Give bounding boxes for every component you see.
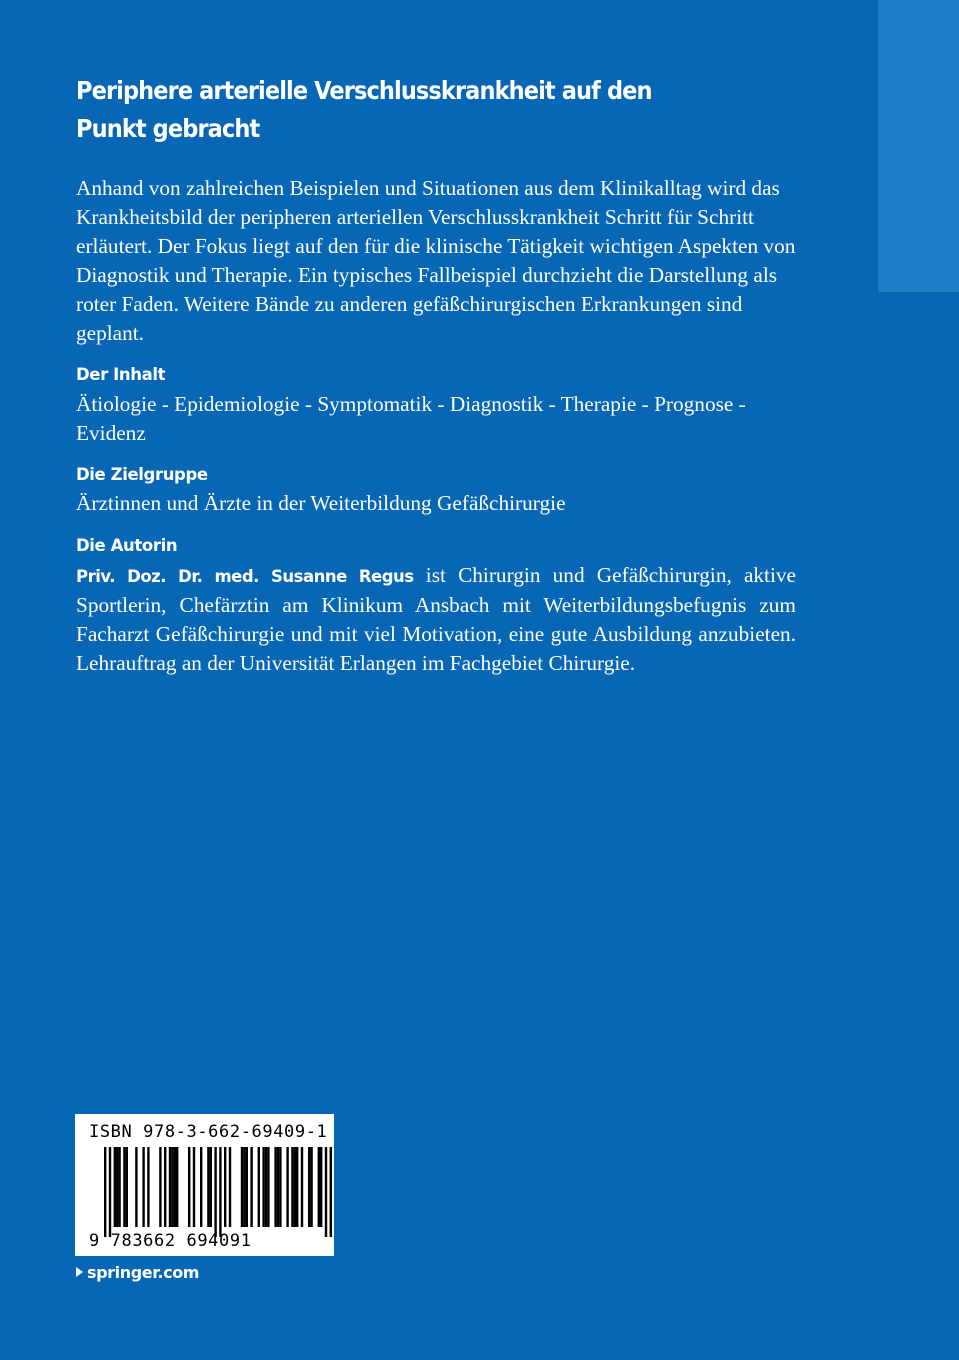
barcode-bar [277, 1147, 279, 1227]
barcode-bar [279, 1147, 281, 1227]
barcode-bar [171, 1147, 173, 1227]
barcode-bar [135, 1147, 137, 1227]
side-strip [878, 0, 959, 292]
intro-paragraph: Anhand von zahlreichen Beispielen und Situationen aus dem Klinikalltag wird das Krankheitsbild der peripheren arteriellen Verschlusskrankheit Schritt für Schritt erläutert. Der Fokus liegt auf den für die klinische Tätigkeit wichtigen Aspekten von Diagnostik und Therapie. Ein typisches Fallbeispiel durchzieht die Darstellung als roter Faden. Weitere Bände zu anderen gefäßchirurgischen Erkrankungen sind geplant. [76, 176, 796, 345]
barcode-bar [193, 1147, 195, 1227]
barcode-bar [241, 1147, 243, 1227]
barcode-bar [243, 1147, 245, 1227]
section-text-autorin [76, 561, 796, 678]
barcode-bar [320, 1147, 322, 1227]
barcode-bar [294, 1147, 296, 1227]
barcode-guard-bar [325, 1147, 327, 1237]
barcode-bar [246, 1147, 248, 1227]
barcode-bar [308, 1147, 310, 1227]
barcode-bar [176, 1147, 178, 1227]
springer-link-text: springer.com [87, 1263, 200, 1282]
barcode-bar [188, 1147, 190, 1227]
barcode-bar [114, 1147, 116, 1227]
barcode-bar [250, 1147, 252, 1227]
barcode-bar [126, 1147, 128, 1227]
barcode-bar [147, 1147, 149, 1227]
barcode-digits: 9 783662 694091 [89, 1231, 252, 1251]
arrow-right-icon [76, 1267, 83, 1277]
barcode-bar [116, 1147, 118, 1227]
barcode-bar [174, 1147, 176, 1227]
barcode-bar [229, 1147, 231, 1227]
barcode-bar [169, 1147, 171, 1227]
barcode-bar [267, 1147, 269, 1227]
isbn-label: ISBN 978-3-662-69409-1 [89, 1122, 328, 1142]
barcode-bar [274, 1147, 276, 1227]
barcode-bar [159, 1147, 161, 1227]
barcode-guard-bar [219, 1147, 221, 1237]
barcode-bar [207, 1147, 209, 1227]
section-heading-zielgruppe: Die Zielgruppe [76, 465, 208, 484]
barcode-bar [118, 1147, 120, 1227]
barcode-guard-bar [109, 1147, 111, 1237]
springer-link[interactable] [76, 1262, 199, 1284]
author-bio: ist Chirurgin und Gefäßchirurgin, aktive Sportlerin, Chefärztin am Klinikum Ansbach mit Weiterbildungsbefugnis zum Facharzt Gefäßchirurgie und mit viel Motivation, eine gute Ausbildung anzubieten. Lehrauftrag an der Universität Erlangen im Fachgebiet Chirurgie. [76, 563, 796, 675]
barcode-bar [142, 1147, 144, 1227]
barcode-bar [301, 1147, 303, 1227]
section-text-inhalt: Ätiologie - Epidemiologie - Symptomatik - Diagnostik - Therapie - Prognose - Evidenz [76, 392, 746, 445]
section-text-zielgruppe: Ärztinnen und Ärzte in der Weiterbildung Gefäßchirurgie [76, 491, 566, 515]
page-title: Periphere arterielle Verschlusskrankheit auf den Punkt gebracht [76, 76, 652, 143]
barcode-bar [286, 1147, 288, 1227]
section-heading-inhalt: Der Inhalt [76, 365, 166, 384]
barcode-bar [296, 1147, 298, 1227]
author-name: Priv. Doz. Dr. med. Susanne Regus [76, 567, 414, 586]
barcode-guard-bar [214, 1147, 216, 1237]
barcode-bar [224, 1147, 226, 1227]
barcode-guard-bar [330, 1147, 332, 1237]
barcode-bar [265, 1147, 267, 1227]
barcode-bar [291, 1147, 293, 1227]
barcode-bar [258, 1147, 260, 1227]
barcode-guard-bar [104, 1147, 106, 1237]
barcode-bar [318, 1147, 320, 1227]
barcode-bar [200, 1147, 202, 1227]
isbn-barcode [75, 1114, 334, 1256]
barcode-bar [164, 1147, 166, 1227]
barcode-bar [310, 1147, 312, 1227]
barcode-bar [262, 1147, 264, 1227]
barcode-bar [123, 1147, 125, 1227]
barcode-bar [210, 1147, 212, 1227]
section-heading-autorin: Die Autorin [76, 536, 178, 555]
